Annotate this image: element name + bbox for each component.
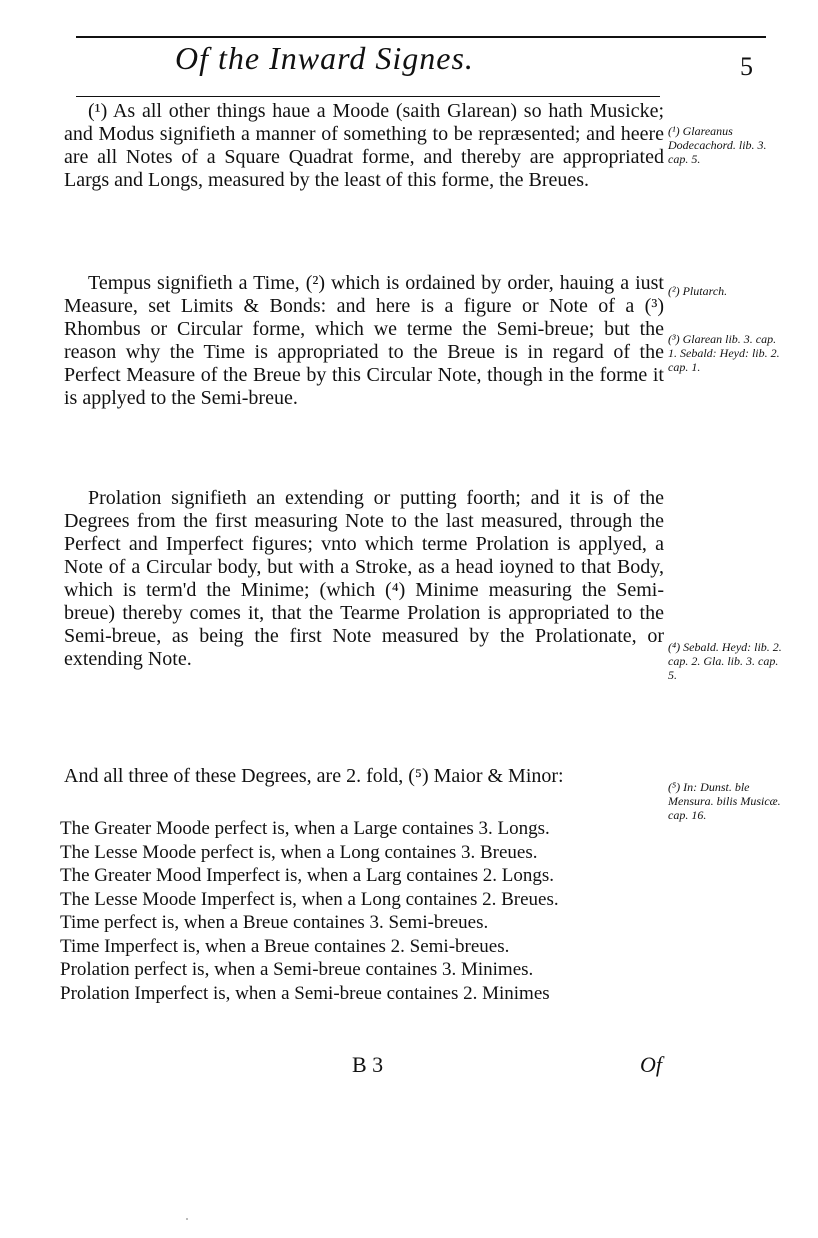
catchword: Of [640, 1052, 662, 1077]
marginal-note: (³) Glarean lib. 3. cap. 1. Sebald: Heyd: lib. 2. cap. 1. [668, 332, 780, 374]
definition-line: The Lesse Moode perfect is, when a Long containes 3. Breues. [60, 841, 538, 863]
paragraph-prolation [64, 487, 664, 671]
scan-speck [186, 1218, 188, 1220]
definition-line: The Greater Mood Imperfect is, when a Larg containes 2. Longs. [60, 865, 555, 886]
paragraph-degrees [64, 765, 664, 788]
paragraph-text: And all three of these Degrees, are 2. fold, (⁵) Maior & Minor: [64, 765, 564, 787]
marginal-note: (⁵) In: Dunst. ble Mensura. bilis Musicæ. cap. 16. [668, 780, 781, 822]
definition-line: Time Imperfect is, when a Breue containes 2. Semi-breues. [60, 935, 510, 957]
definition-list [60, 817, 670, 1005]
paragraph-text: (¹) As all other things haue a Moode (saith Glarean) so hath Musicke; and Modus signifieth a manner of something to be repræsented; and heere are all Notes of a Square Quadrat forme, and thereby are appropriated Largs and Longs, measured by the least of this forme, the Breues. [64, 100, 664, 191]
paragraph-text: Tempus signifieth a Time, (²) which is ordained by order, hauing a iust Measure, set Limits & Bonds: and here is a figure or Note of a (³) Rhombus or Circular forme, which we terme the Semi-breue; but the reason why the Time is appropriated to the Breue is in regard of the Perfect Measure of the Breue by this Circular Note, though in the forme it is applyed to the Semi-breue. [64, 272, 664, 409]
marginal-note: (⁴) Sebald. Heyd: lib. 2. cap. 2. Gla. lib. 3. cap. 5. [668, 640, 782, 682]
signature-mark: B 3 [352, 1052, 384, 1077]
page-title: Of the Inward Signes. [175, 40, 474, 76]
definition-line: The Lesse Moode Imperfect is, when a Long containes 2. Breues. [60, 888, 559, 910]
paragraph-text: Prolation signifieth an extending or putting foorth; and it is of the Degrees from the first measuring Note to the last measured, through the Perfect and Imperfect figures; vnto which terme Prolation is applyed, a Note of a Circular body, but with a Stroke, as a head ioyned to that Body, which is term'd the Minime; (which (⁴) Minime measuring the Semi-breue) thereby comes it, that the Tearme Prolation is appropriated to the Semi-breue, as being the first Note measured by the Prolationate, or extending Note. [64, 487, 664, 670]
definition-line: Time perfect is, when a Breue containes 3. Semi-breues. [60, 912, 489, 933]
definition-line: Prolation perfect is, when a Semi-breue containes 3. Minimes. [60, 959, 534, 980]
paragraph-modus [64, 100, 664, 192]
header-rule [76, 96, 660, 97]
marginal-note: (¹) Glareanus Dodecachord. lib. 3. cap. 5. [668, 124, 767, 166]
top-rule [76, 36, 766, 38]
paragraph-tempus [64, 272, 664, 410]
marginal-note: (²) Plutarch. [668, 284, 728, 298]
page-number: 5 [740, 52, 753, 81]
definition-line: The Greater Moode perfect is, when a Large containes 3. Longs. [60, 818, 550, 839]
definition-line: Prolation Imperfect is, when a Semi-breue containes 2. Minimes [60, 982, 550, 1004]
